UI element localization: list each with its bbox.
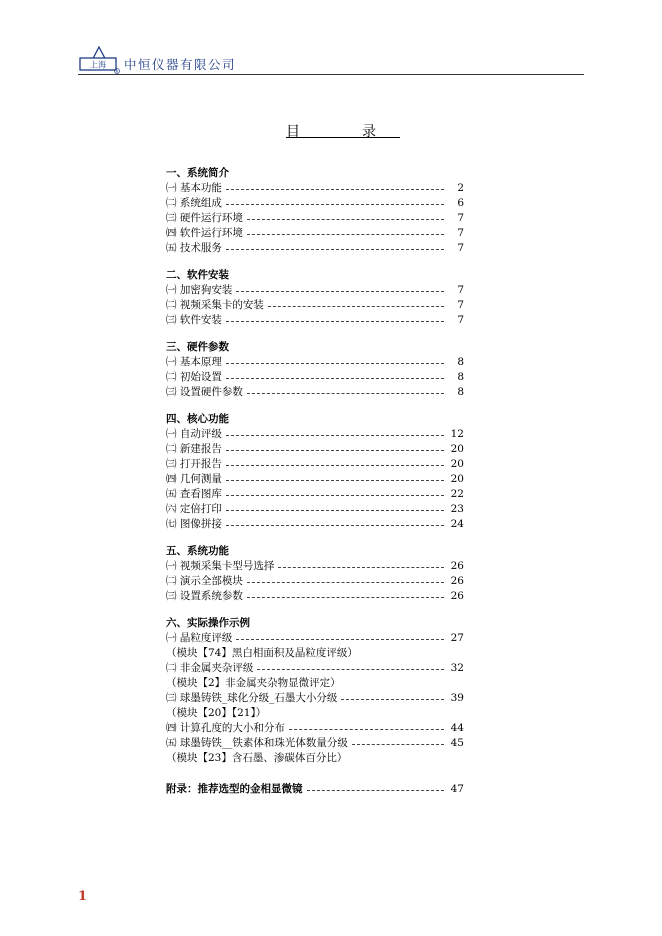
toc-entry[interactable] bbox=[166, 427, 466, 442]
toc-entry[interactable] bbox=[166, 211, 466, 226]
dot-leader bbox=[226, 321, 444, 322]
dot-leader bbox=[226, 363, 444, 364]
section-heading: 三、硬件参数 bbox=[166, 341, 229, 353]
toc-entry-page: 20 bbox=[450, 458, 464, 470]
toc-entry-page: 7 bbox=[457, 212, 464, 224]
toc-entry-page: 8 bbox=[457, 386, 464, 398]
toc-entry-label: ㈣ 几何测量 bbox=[166, 473, 222, 485]
toc-entry-label: ㈤ 技术服务 bbox=[166, 242, 222, 254]
dot-leader bbox=[247, 582, 444, 583]
company-name: 中恒仪器有限公司 bbox=[124, 57, 237, 72]
toc-entry-label: ㈠ 视频采集卡型号选择 bbox=[166, 560, 275, 572]
dot-leader bbox=[226, 465, 444, 466]
toc-entry-page: 26 bbox=[450, 560, 464, 572]
toc-entry[interactable] bbox=[166, 631, 466, 646]
toc-entry[interactable] bbox=[166, 517, 466, 532]
dot-leader bbox=[307, 790, 445, 791]
toc-entry-label: ㈠ 晶粒度评级 bbox=[166, 632, 233, 644]
toc-section bbox=[166, 166, 466, 256]
toc-section bbox=[166, 268, 466, 328]
dot-leader bbox=[236, 291, 444, 292]
toc-entry-label: ㈠ 加密狗安装 bbox=[166, 284, 233, 296]
toc-entry[interactable] bbox=[166, 385, 466, 400]
toc-entry-label: ㈡ 演示全部模块 bbox=[166, 575, 243, 587]
toc-entry-label: ㈣ 计算孔度的大小和分布 bbox=[166, 722, 285, 734]
toc-entry[interactable] bbox=[166, 559, 466, 574]
dot-leader bbox=[236, 639, 444, 640]
toc-entry[interactable] bbox=[166, 487, 466, 502]
dot-leader bbox=[278, 567, 444, 568]
toc-entry-page: 20 bbox=[450, 443, 464, 455]
toc-entry[interactable] bbox=[166, 442, 466, 457]
dot-leader bbox=[257, 669, 444, 670]
toc-entry-page: 26 bbox=[450, 575, 464, 587]
section-heading: 五、系统功能 bbox=[166, 545, 229, 557]
toc-entry-page: 6 bbox=[457, 197, 464, 209]
toc-section bbox=[166, 412, 466, 532]
toc-entry-note: （模块【74】黑白相面积及晶粒度评级） bbox=[166, 647, 358, 659]
toc-entry-page: 23 bbox=[450, 503, 464, 515]
toc-entry-page: 39 bbox=[450, 692, 464, 704]
svg-text:R: R bbox=[115, 69, 119, 74]
toc-entry-label: ㈤ 球墨铸铁__铁素体和珠光体数量分级 bbox=[166, 737, 348, 749]
toc-entry-label: ㈠ 基本原理 bbox=[166, 356, 222, 368]
dot-leader bbox=[341, 699, 444, 700]
toc-entry[interactable] bbox=[166, 736, 466, 751]
toc-entry-label: ㈠ 基本功能 bbox=[166, 182, 222, 194]
section-heading: 二、软件安装 bbox=[166, 269, 229, 281]
toc-entry-note: （模块【2】非金属夹杂物显微评定） bbox=[166, 677, 341, 689]
toc-entry-page: 8 bbox=[457, 371, 464, 383]
toc-entry-label: ㈦ 图像拼接 bbox=[166, 518, 222, 530]
toc-entry-label: ㈡ 系统组成 bbox=[166, 197, 222, 209]
toc-entry-page: 44 bbox=[450, 722, 464, 734]
dot-leader bbox=[226, 495, 444, 496]
toc-entry[interactable] bbox=[166, 721, 466, 736]
toc-entry-label: ㈡ 初始设置 bbox=[166, 371, 222, 383]
toc-entry-label: ㈢ 球墨铸铁_球化分级_石墨大小分级 bbox=[166, 692, 338, 704]
toc-entry-page: 20 bbox=[450, 473, 464, 485]
toc-entry[interactable] bbox=[166, 661, 466, 676]
toc-entry-page: 2 bbox=[457, 182, 464, 194]
toc-entry-page: 7 bbox=[457, 314, 464, 326]
page-header bbox=[78, 44, 584, 76]
dot-leader bbox=[247, 393, 444, 394]
toc-entry-page: 27 bbox=[450, 632, 464, 644]
toc-entry-page: 7 bbox=[457, 284, 464, 296]
dot-leader bbox=[247, 597, 444, 598]
toc-entry[interactable] bbox=[166, 502, 466, 517]
toc-entry-page: 8 bbox=[457, 356, 464, 368]
toc-entry-page: 12 bbox=[450, 428, 464, 440]
section-heading: 六、实际操作示例 bbox=[166, 617, 250, 629]
toc-entry-label: ㈠ 自动评级 bbox=[166, 428, 222, 440]
toc-entry-label: ㈢ 设置硬件参数 bbox=[166, 386, 243, 398]
company-logo-icon bbox=[78, 46, 120, 74]
dot-leader bbox=[226, 189, 444, 190]
toc-entry-note: （模块【20】【21】） bbox=[166, 707, 267, 719]
toc-entry-page: 45 bbox=[450, 737, 464, 749]
toc-entry-page: 7 bbox=[457, 299, 464, 311]
toc-entry-label: ㈢ 软件安装 bbox=[166, 314, 222, 326]
toc-entry[interactable] bbox=[166, 574, 466, 589]
dot-leader bbox=[226, 249, 444, 250]
toc-entry-label: ㈥ 定倍打印 bbox=[166, 503, 222, 515]
toc-entry[interactable] bbox=[166, 589, 466, 604]
appendix-label: 附录：推荐选型的金相显微镜 bbox=[166, 783, 303, 795]
toc-entry-note: （模块【23】含石墨、渗碳体百分比） bbox=[166, 752, 348, 764]
dot-leader bbox=[268, 306, 444, 307]
dot-leader bbox=[226, 525, 444, 526]
dot-leader bbox=[247, 234, 444, 235]
dot-leader bbox=[226, 204, 444, 205]
header-divider bbox=[78, 74, 584, 75]
toc-entry-label: ㈡ 新建报告 bbox=[166, 443, 222, 455]
toc-entry-label: ㈢ 设置系统参数 bbox=[166, 590, 243, 602]
toc-entry-page: 7 bbox=[457, 227, 464, 239]
toc-entry-page: 32 bbox=[450, 662, 464, 674]
toc-entry-page: 7 bbox=[457, 242, 464, 254]
toc-entry-label: ㈢ 硬件运行环境 bbox=[166, 212, 243, 224]
section-heading: 一、系统简介 bbox=[166, 167, 229, 179]
toc-section bbox=[166, 616, 466, 766]
toc-entry[interactable] bbox=[166, 472, 466, 487]
toc-title: 目 录 bbox=[286, 124, 400, 140]
toc-entry-label: ㈢ 打开报告 bbox=[166, 458, 222, 470]
dot-leader bbox=[226, 378, 444, 379]
logo-text: 上海 bbox=[90, 60, 106, 70]
toc-entry-page: 24 bbox=[450, 518, 464, 530]
toc-section bbox=[166, 340, 466, 400]
section-heading: 四、核心功能 bbox=[166, 413, 229, 425]
toc-entry[interactable] bbox=[166, 355, 466, 370]
toc-entry-page: 22 bbox=[450, 488, 464, 500]
dot-leader bbox=[289, 729, 444, 730]
toc-entry[interactable] bbox=[166, 313, 466, 328]
dot-leader bbox=[226, 510, 444, 511]
toc-entry[interactable] bbox=[166, 196, 466, 211]
toc-entry[interactable] bbox=[166, 241, 466, 256]
dot-leader bbox=[226, 450, 444, 451]
toc-entry[interactable] bbox=[166, 691, 466, 706]
toc-entry[interactable] bbox=[166, 370, 466, 385]
toc-entry-label: ㈡ 视频采集卡的安装 bbox=[166, 299, 264, 311]
toc-entry[interactable] bbox=[166, 283, 466, 298]
toc-entry[interactable] bbox=[166, 298, 466, 313]
toc-entry[interactable] bbox=[166, 226, 466, 241]
toc-appendix-entry[interactable] bbox=[166, 782, 466, 797]
toc-section bbox=[166, 544, 466, 604]
toc-entry-label: ㈣ 软件运行环境 bbox=[166, 227, 243, 239]
appendix-page: 47 bbox=[450, 783, 464, 795]
toc-entry-page: 26 bbox=[450, 590, 464, 602]
page-number: 1 bbox=[78, 889, 88, 904]
toc-entry[interactable] bbox=[166, 181, 466, 196]
toc-entry-label: ㈡ 非金属夹杂评级 bbox=[166, 662, 254, 674]
toc-entry[interactable] bbox=[166, 457, 466, 472]
toc-entry-label: ㈤ 查看图库 bbox=[166, 488, 222, 500]
dot-leader bbox=[226, 435, 444, 436]
dot-leader bbox=[226, 480, 444, 481]
table-of-contents bbox=[166, 166, 466, 797]
dot-leader bbox=[247, 219, 444, 220]
dot-leader bbox=[352, 744, 444, 745]
